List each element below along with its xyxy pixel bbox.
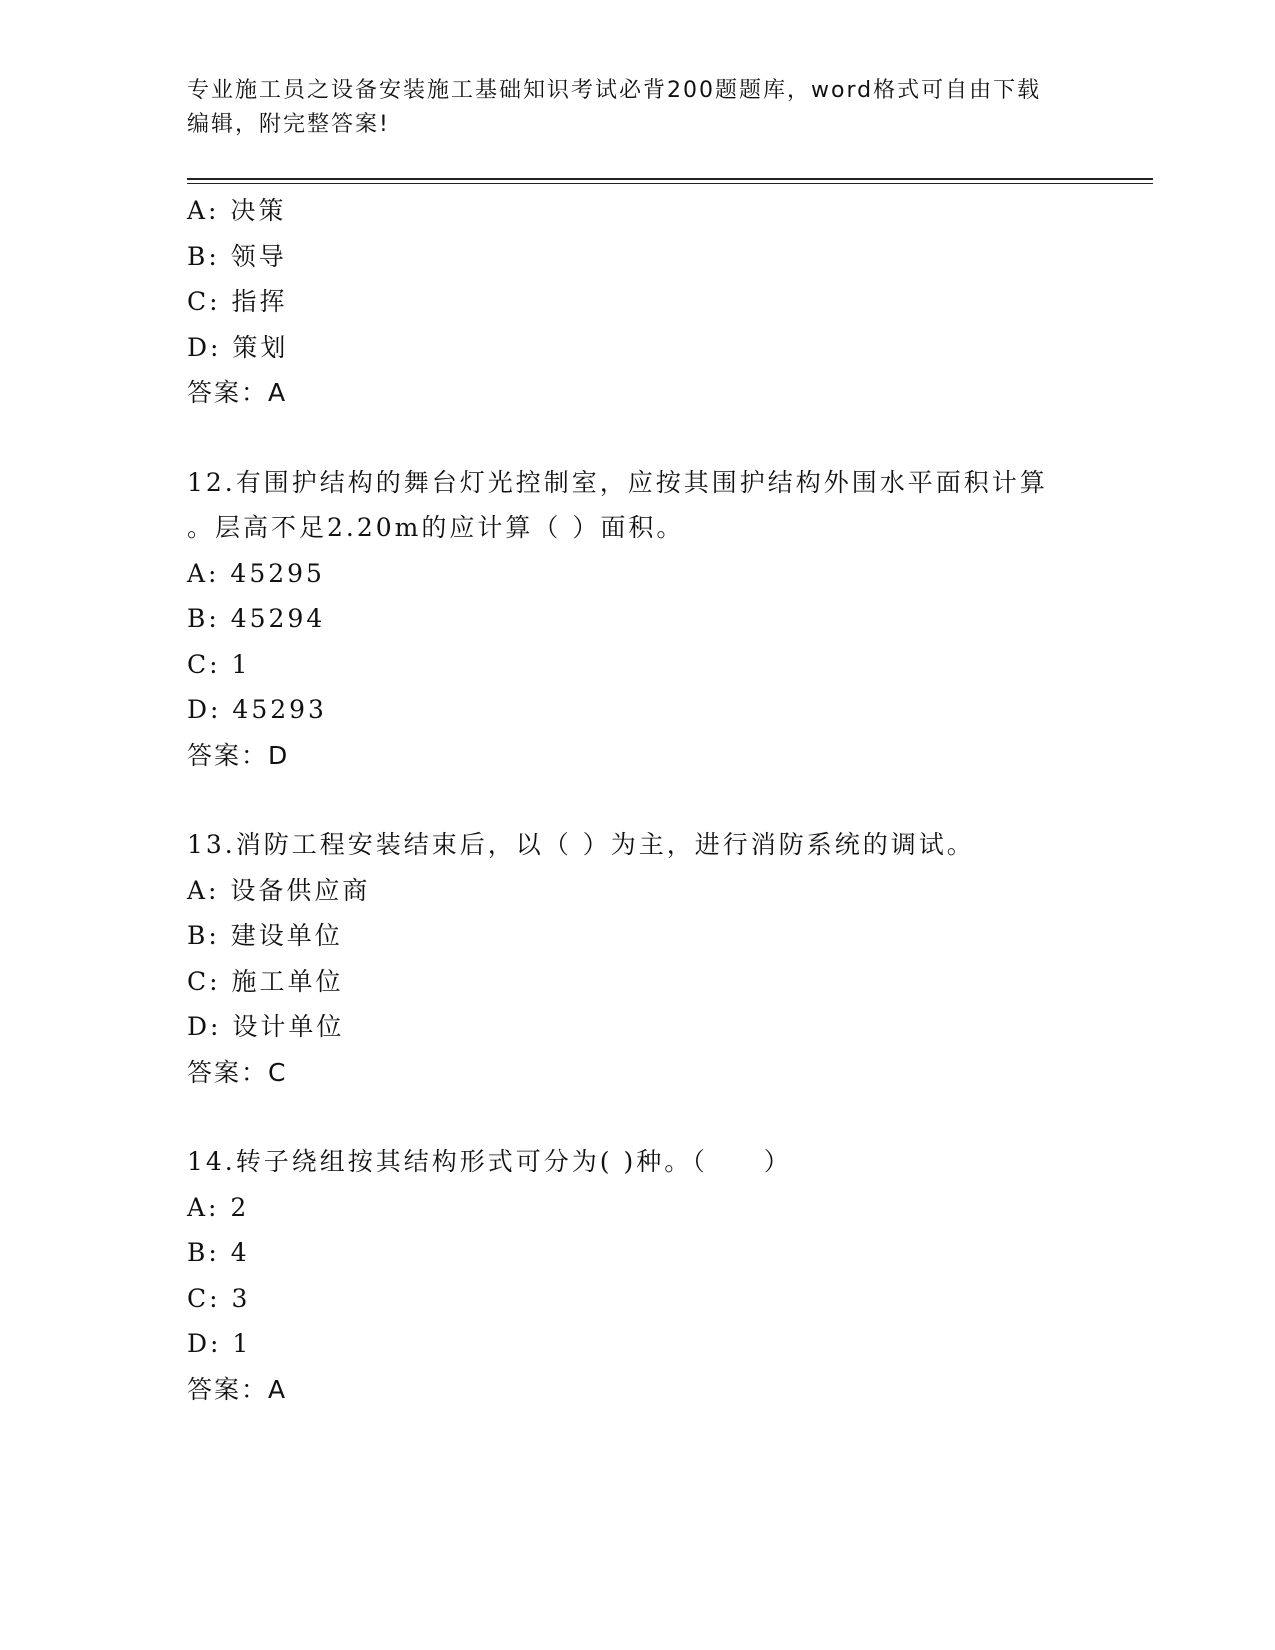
option-d: D: 1: [187, 1329, 252, 1358]
answer-line: 答案：D: [187, 740, 290, 770]
option-b: B: 领导: [187, 241, 287, 271]
option-d: D: 45293: [187, 695, 327, 724]
option-d: D: 设计单位: [187, 1012, 345, 1041]
option-c: C: 1: [187, 649, 251, 679]
answer-line: 答案：A: [187, 1374, 288, 1404]
spacer: [187, 1095, 1087, 1139]
option-a: A: 2: [187, 1192, 250, 1222]
question-14: [187, 1139, 1087, 1412]
option-b: B: 4: [187, 1238, 250, 1267]
option-c: C: 指挥: [187, 287, 288, 316]
question-list: [187, 188, 1087, 1412]
option-c: C: 施工单位: [187, 966, 344, 996]
option-d: D: 策划: [187, 332, 289, 362]
spacer: [187, 416, 1087, 460]
document-header: [187, 74, 1087, 142]
spacer: [187, 778, 1087, 822]
option-b: B: 45294: [187, 604, 326, 633]
question-11: [187, 188, 1087, 416]
option-c: C: 3: [187, 1283, 251, 1313]
question-text-line-2: 。层高不足2.20m的应计算（ ）面积。: [187, 513, 685, 542]
header-title-line-2: 编辑，附完整答案!: [187, 112, 390, 137]
question-text-line-1: 14.转子绕组按其结构形式可分为( )种。（ ）: [187, 1147, 792, 1176]
question-13: [187, 822, 1087, 1095]
question-text-line-1: 13.消防工程安装结束后，以（ ）为主，进行消防系统的调试。: [187, 830, 975, 859]
option-a: A: 设备供应商: [187, 875, 371, 905]
question-12: [187, 460, 1087, 779]
option-b: B: 建设单位: [187, 921, 343, 950]
header-divider: [187, 178, 1153, 184]
option-a: A: 决策: [187, 196, 287, 225]
question-text-line-1: 12.有围护结构的舞台灯光控制室，应按其围护结构外围水平面积计算: [187, 467, 1048, 497]
header-title-line-1: 专业施工员之设备安装施工基础知识考试必背200题题库，word格式可自由下载: [187, 78, 1042, 103]
answer-line: 答案：C: [187, 1057, 288, 1087]
answer-line: 答案：A: [187, 378, 288, 407]
option-a: A: 45295: [187, 558, 325, 588]
